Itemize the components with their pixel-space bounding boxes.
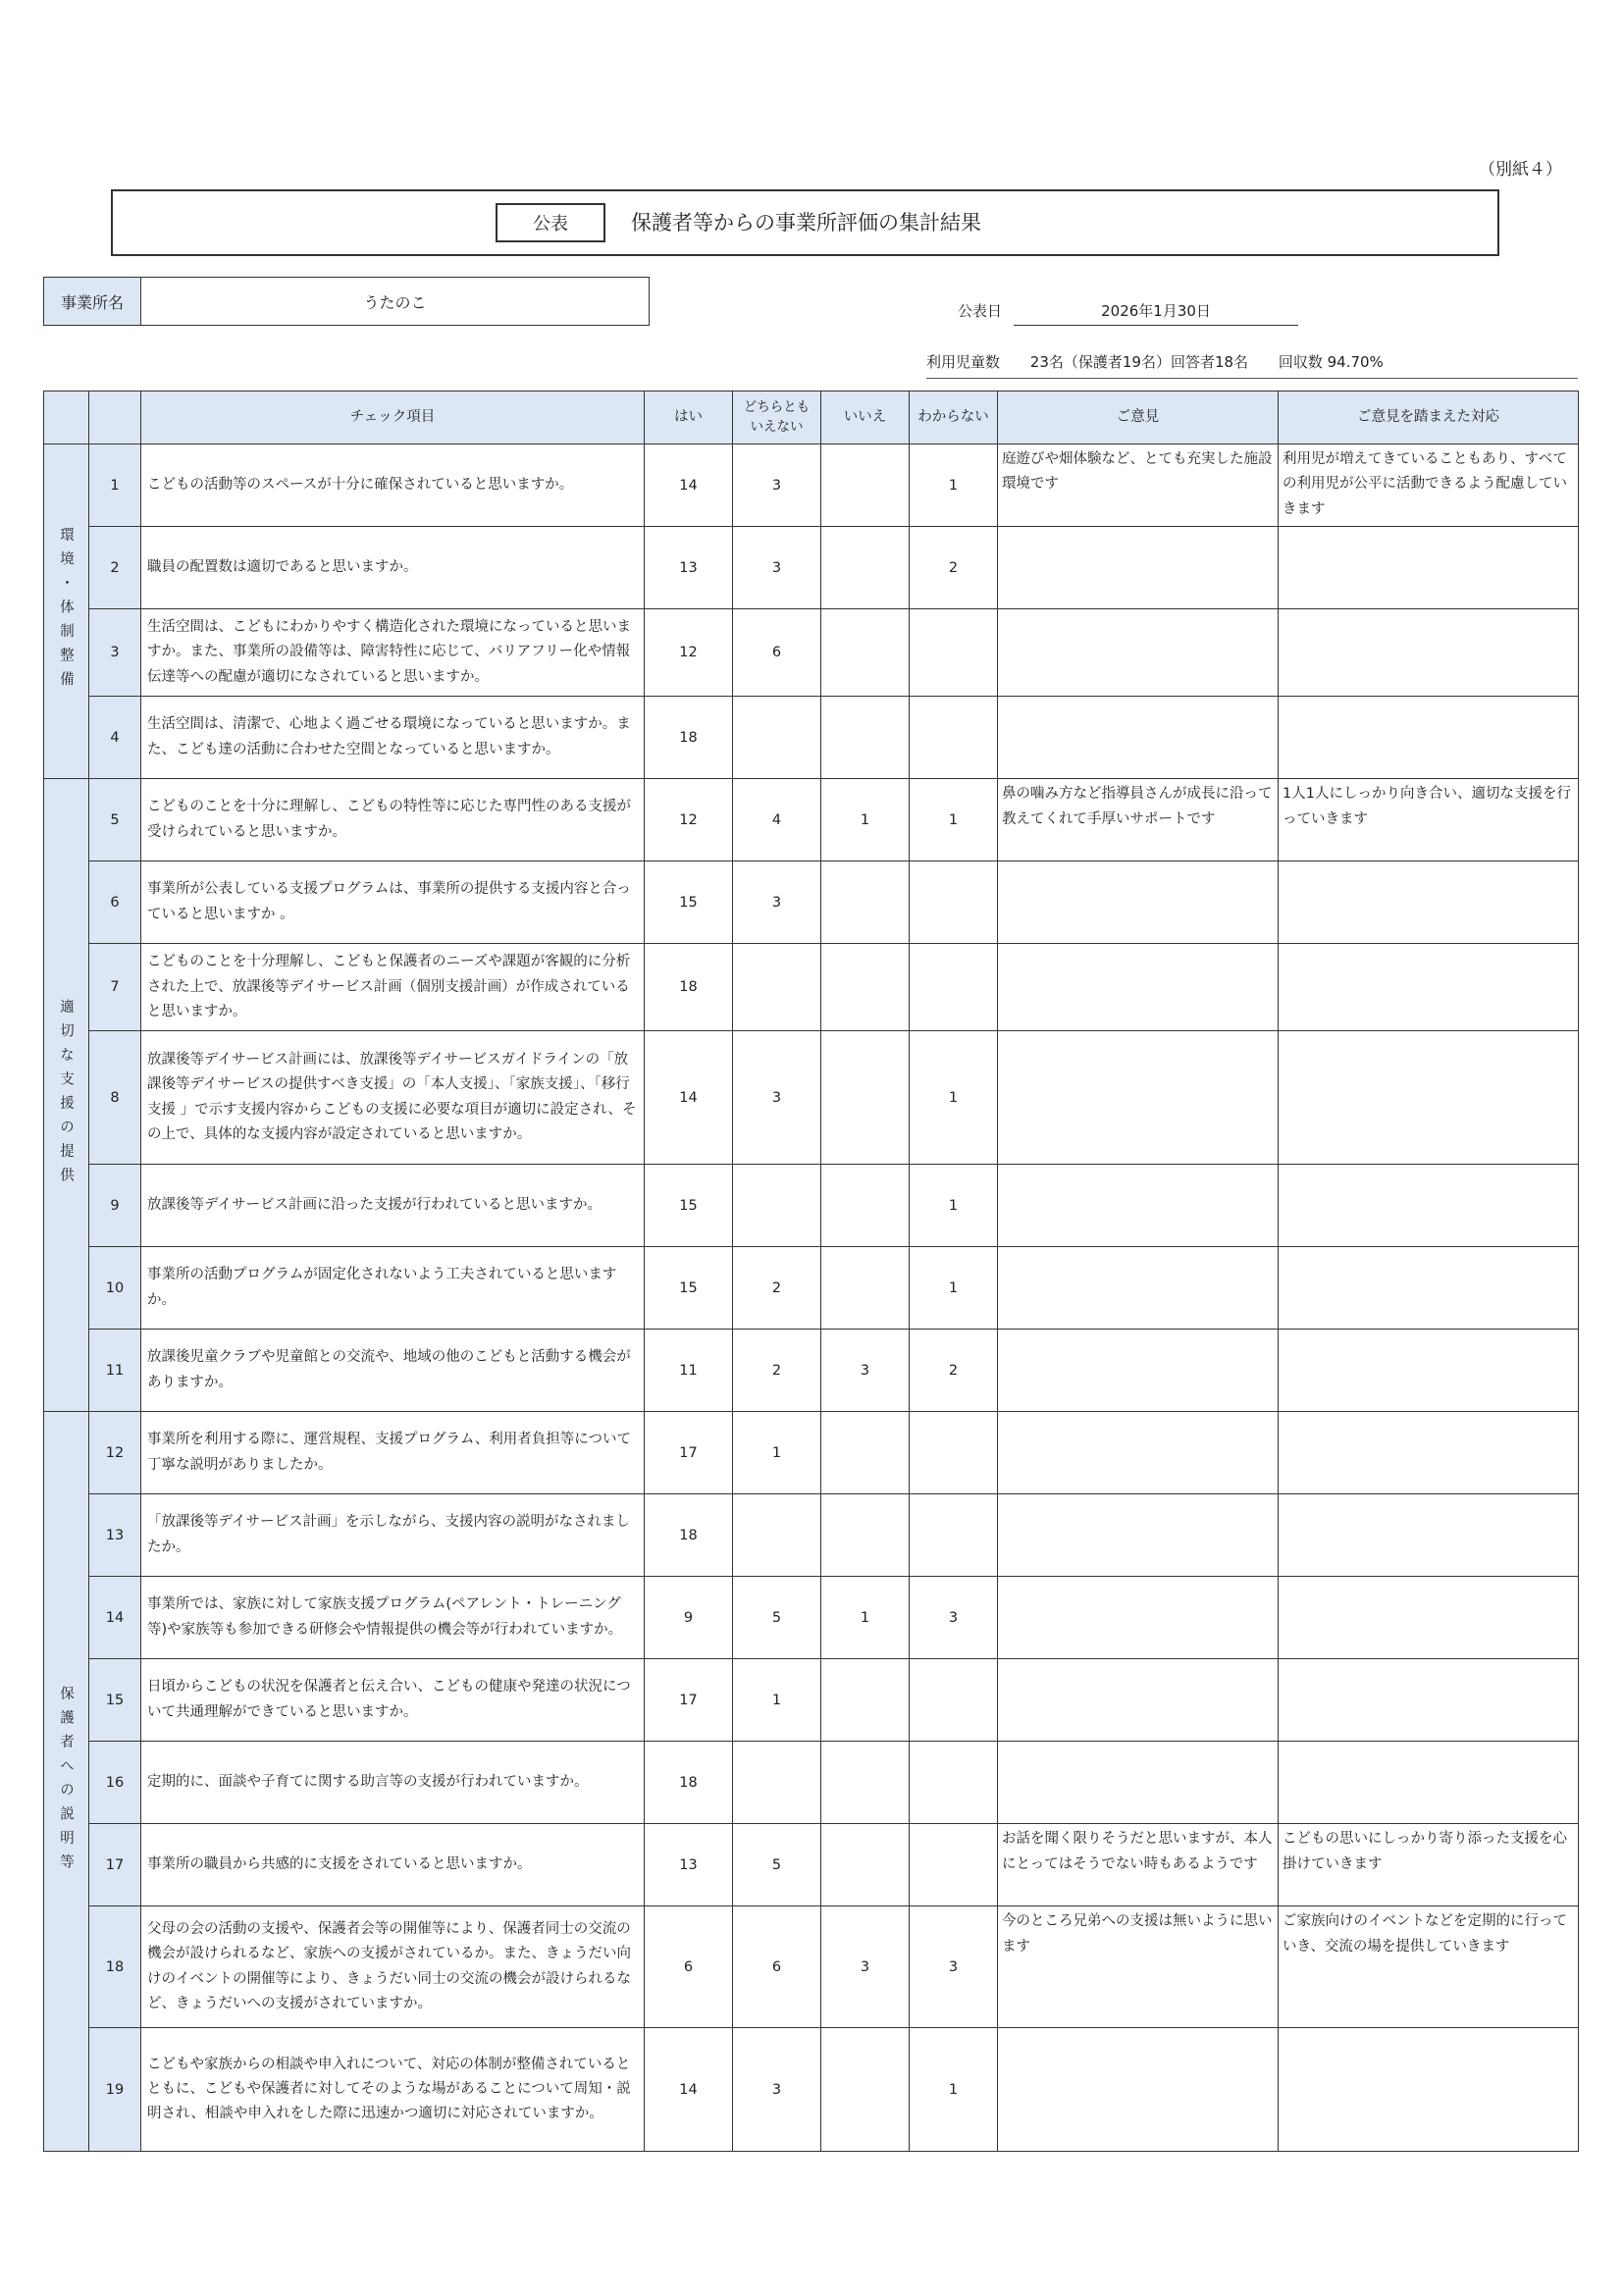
table-row [44, 1330, 1579, 1412]
answer-neither: 5 [733, 1577, 821, 1659]
response-cell: 1人1人にしっかり向き合い、適切な支援を行っていきます [1279, 779, 1579, 861]
answer-yes: 12 [645, 779, 733, 861]
answer-unknown [910, 1742, 998, 1824]
row-number: 17 [89, 1824, 141, 1906]
answer-neither: 1 [733, 1659, 821, 1742]
answer-yes: 14 [645, 1031, 733, 1165]
opinion-cell [998, 527, 1279, 609]
response-cell [1279, 609, 1579, 697]
opinion-cell [998, 1412, 1279, 1494]
response-cell [1279, 1577, 1579, 1659]
answer-neither [733, 1742, 821, 1824]
category-label: 保護者への説明等 [44, 1412, 89, 2152]
response-cell [1279, 697, 1579, 779]
answer-unknown: 2 [910, 1330, 998, 1412]
opinion-cell [998, 609, 1279, 697]
category-label: 適切な支援の提供 [44, 779, 89, 1412]
answer-yes: 15 [645, 1165, 733, 1247]
answer-yes: 12 [645, 609, 733, 697]
children-count-value: 23名（保護者19名）回答者18名 [1029, 353, 1249, 371]
response-cell [1279, 1412, 1579, 1494]
table-row [44, 1906, 1579, 2028]
header-unknown: わからない [910, 391, 998, 444]
response-cell [1279, 1165, 1579, 1247]
row-number: 11 [89, 1330, 141, 1412]
answer-unknown [910, 944, 998, 1031]
answer-neither: 2 [733, 1330, 821, 1412]
answer-yes: 18 [645, 1742, 733, 1824]
table-row [44, 1031, 1579, 1165]
table-row [44, 1742, 1579, 1824]
answer-no [821, 1031, 910, 1165]
opinion-cell [998, 1247, 1279, 1330]
table-row [44, 2028, 1579, 2152]
check-item: こどものことを十分に理解し、こどもの特性等に応じた専門性のある支援が受けられていると思いますか。 [141, 779, 645, 861]
check-item: 放課後等デイサービス計画に沿った支援が行われていると思いますか。 [141, 1165, 645, 1247]
row-number: 19 [89, 2028, 141, 2152]
table-row [44, 527, 1579, 609]
opinion-cell [998, 1330, 1279, 1412]
header-no: いいえ [821, 391, 910, 444]
opinion-cell [998, 1165, 1279, 1247]
check-item: こどもや家族からの相談や申入れについて、対応の体制が整備されているとともに、こどもや保護者に対してそのような場があることについて周知・説明され、相談や申入れをした際に迅速かつ適切に対応されていますか。 [141, 2028, 645, 2152]
answer-unknown [910, 1659, 998, 1742]
response-cell [1279, 861, 1579, 944]
table-row [44, 444, 1579, 527]
answer-yes: 15 [645, 861, 733, 944]
answer-neither: 5 [733, 1824, 821, 1906]
check-item: 日頃からこどもの状況を保護者と伝え合い、こどもの健康や発達の状況について共通理解ができていると思いますか。 [141, 1659, 645, 1742]
answer-no: 1 [821, 779, 910, 861]
row-number: 12 [89, 1412, 141, 1494]
answer-yes: 18 [645, 697, 733, 779]
answer-no [821, 1247, 910, 1330]
row-number: 15 [89, 1659, 141, 1742]
page-title: 保護者等からの事業所評価の集計結果 [631, 211, 981, 235]
row-number: 2 [89, 527, 141, 609]
answer-no: 3 [821, 1330, 910, 1412]
check-item: 父母の会の活動の支援や、保護者会等の開催等により、保護者同士の交流の機会が設けられるなど、家族への支援がされているか。また、きょうだい向けのイベントの開催等により、きょうだい同士の交流の機会が設けられるなど、きょうだいへの支援がされていますか。 [141, 1906, 645, 2028]
table-row [44, 944, 1579, 1031]
table-row [44, 697, 1579, 779]
row-number: 13 [89, 1494, 141, 1577]
answer-unknown: 1 [910, 1247, 998, 1330]
check-item: こどもの活動等のスペースが十分に確保されていると思いますか。 [141, 444, 645, 527]
opinion-cell: 庭遊びや畑体験など、とても充実した施設環境です [998, 444, 1279, 527]
publication-badge: 公表 [496, 203, 605, 242]
response-cell [1279, 1031, 1579, 1165]
answer-unknown [910, 609, 998, 697]
response-cell [1279, 527, 1579, 609]
opinion-cell: 鼻の噛み方など指導員さんが成長に沿って教えてくれて手厚いサポートです [998, 779, 1279, 861]
publication-date-label: 公表日 [958, 302, 1003, 320]
answer-no [821, 1742, 910, 1824]
table-row [44, 1494, 1579, 1577]
answer-no [821, 1165, 910, 1247]
opinion-cell: お話を聞く限りそうだと思いますが、本人にとってはそうでない時もあるようです [998, 1824, 1279, 1906]
header-neither: どちらとも いえない [733, 391, 821, 444]
row-number: 14 [89, 1577, 141, 1659]
table-row [44, 1412, 1579, 1494]
table-row [44, 1659, 1579, 1742]
answer-neither: 3 [733, 1031, 821, 1165]
office-name-value: うたのこ [363, 292, 427, 312]
office-name-box [43, 277, 650, 326]
check-item: 定期的に、面談や子育てに関する助言等の支援が行われていますか。 [141, 1742, 645, 1824]
answer-unknown [910, 1412, 998, 1494]
header-item: チェック項目 [141, 391, 645, 444]
row-number: 1 [89, 444, 141, 527]
check-item: 事業所が公表している支援プログラムは、事業所の提供する支援内容と合っていると思いますか 。 [141, 861, 645, 944]
answer-unknown: 1 [910, 2028, 998, 2152]
table-row [44, 1165, 1579, 1247]
response-cell: 利用児が増えてきていることもあり、すべての利用児が公平に活動できるよう配慮していきます [1279, 444, 1579, 527]
row-number: 10 [89, 1247, 141, 1330]
title-box [111, 189, 1499, 256]
check-item: 放課後等デイサービス計画には、放課後等デイサービスガイドラインの「放課後等デイサービスの提供すべき支援」の「本人支援」、「家族支援」、「移行支援 」で示す支援内容からこどもの支援に必要な項目が適切に設定され、その上で、具体的な支援内容が設定されていると思いますか。 [141, 1031, 645, 1165]
answer-no [821, 861, 910, 944]
answer-yes: 6 [645, 1906, 733, 2028]
answer-neither: 1 [733, 1412, 821, 1494]
response-cell: ご家族向けのイベントなどを定期的に行っていき、交流の場を提供していきます [1279, 1906, 1579, 2028]
response-cell [1279, 2028, 1579, 2152]
answer-neither [733, 697, 821, 779]
collection-rate: 回収数 94.70% [1278, 353, 1384, 371]
answer-yes: 17 [645, 1412, 733, 1494]
row-number: 6 [89, 861, 141, 944]
row-number: 7 [89, 944, 141, 1031]
table-row [44, 609, 1579, 697]
answer-unknown: 1 [910, 1031, 998, 1165]
response-cell [1279, 1494, 1579, 1577]
answer-no [821, 2028, 910, 2152]
row-number: 18 [89, 1906, 141, 2028]
answer-no [821, 697, 910, 779]
answer-unknown: 3 [910, 1906, 998, 2028]
opinion-cell [998, 1742, 1279, 1824]
answer-unknown [910, 697, 998, 779]
opinion-cell [998, 2028, 1279, 2152]
answer-yes: 13 [645, 1824, 733, 1906]
answer-no [821, 1412, 910, 1494]
row-number: 16 [89, 1742, 141, 1824]
check-item: 放課後児童クラブや児童館との交流や、地域の他のこどもと活動する機会がありますか。 [141, 1330, 645, 1412]
answer-neither [733, 1165, 821, 1247]
office-name-label: 事業所名 [44, 278, 141, 325]
children-count-label: 利用児童数 [926, 353, 1001, 371]
publication-date-value: 2026年1月30日 [1014, 300, 1298, 326]
answer-unknown: 2 [910, 527, 998, 609]
answer-no [821, 944, 910, 1031]
opinion-cell [998, 861, 1279, 944]
answer-neither: 3 [733, 444, 821, 527]
answer-neither: 4 [733, 779, 821, 861]
response-cell [1279, 1247, 1579, 1330]
opinion-cell: 今のところ兄弟への支援は無いように思います [998, 1906, 1279, 2028]
header-opinion: ご意見 [998, 391, 1279, 444]
check-item: 生活空間は、清潔で、心地よく過ごせる環境になっていると思いますか。また、こども達の活動に合わせた空間となっていると思いますか。 [141, 697, 645, 779]
answer-neither: 3 [733, 2028, 821, 2152]
table-header-row [44, 391, 1579, 444]
answer-yes: 14 [645, 444, 733, 527]
check-item: 事業所の職員から共感的に支援をされていると思いますか。 [141, 1824, 645, 1906]
answer-unknown [910, 861, 998, 944]
answer-neither: 6 [733, 609, 821, 697]
header-yes: はい [645, 391, 733, 444]
table-row [44, 861, 1579, 944]
answer-yes: 11 [645, 1330, 733, 1412]
answer-yes: 9 [645, 1577, 733, 1659]
table-row [44, 1577, 1579, 1659]
table-row [44, 779, 1579, 861]
answer-unknown [910, 1494, 998, 1577]
answer-no: 1 [821, 1577, 910, 1659]
check-item: 事業所の活動プログラムが固定化されないよう工夫されていると思いますか。 [141, 1247, 645, 1330]
check-item: 「放課後等デイサービス計画」を示しながら、支援内容の説明がなされましたか。 [141, 1494, 645, 1577]
attachment-label: （別紙４） [1479, 160, 1562, 180]
answer-unknown: 1 [910, 1165, 998, 1247]
answer-unknown [910, 1824, 998, 1906]
answer-neither [733, 1494, 821, 1577]
check-item: 生活空間は、こどもにわかりやすく構造化された環境になっていると思いますか。また、事業所の設備等は、障害特性に応じて、バリアフリー化や情報伝達等への配慮が適切になされていると思いますか。 [141, 609, 645, 697]
answer-yes: 17 [645, 1659, 733, 1742]
answer-yes: 13 [645, 527, 733, 609]
answer-no [821, 1824, 910, 1906]
row-number: 5 [89, 779, 141, 861]
row-number: 3 [89, 609, 141, 697]
opinion-cell [998, 1494, 1279, 1577]
row-number: 8 [89, 1031, 141, 1165]
answer-neither: 2 [733, 1247, 821, 1330]
response-cell [1279, 1659, 1579, 1742]
answer-no [821, 444, 910, 527]
header-category [44, 391, 89, 444]
answer-yes: 14 [645, 2028, 733, 2152]
table-row [44, 1824, 1579, 1906]
evaluation-table [43, 391, 1579, 2152]
answer-no [821, 1494, 910, 1577]
answer-unknown: 1 [910, 444, 998, 527]
opinion-cell [998, 1659, 1279, 1742]
answer-neither [733, 944, 821, 1031]
response-cell [1279, 944, 1579, 1031]
table-row [44, 1247, 1579, 1330]
answer-unknown: 1 [910, 779, 998, 861]
response-cell [1279, 1330, 1579, 1412]
response-cell: こどもの思いにしっかり寄り添った支援を心掛けていきます [1279, 1824, 1579, 1906]
row-number: 9 [89, 1165, 141, 1247]
response-cell [1279, 1742, 1579, 1824]
header-number [89, 391, 141, 444]
answer-neither: 3 [733, 527, 821, 609]
check-item: 事業所では、家族に対して家族支援プログラム(ペアレント・トレーニング等)や家族等も参加できる研修会や情報提供の機会等が行われていますか。 [141, 1577, 645, 1659]
opinion-cell [998, 697, 1279, 779]
check-item: 事業所を利用する際に、運営規程、支援プログラム、利用者負担等について丁寧な説明がありましたか。 [141, 1412, 645, 1494]
answer-no [821, 527, 910, 609]
answer-no [821, 1659, 910, 1742]
publication-date [958, 300, 1298, 326]
opinion-cell [998, 1577, 1279, 1659]
category-label: 環境・体制整備 [44, 444, 89, 779]
answer-neither: 6 [733, 1906, 821, 2028]
answer-neither: 3 [733, 861, 821, 944]
respondent-stats [926, 351, 1578, 379]
answer-no [821, 609, 910, 697]
opinion-cell [998, 944, 1279, 1031]
answer-yes: 15 [645, 1247, 733, 1330]
check-item: 職員の配置数は適切であると思いますか。 [141, 527, 645, 609]
opinion-cell [998, 1031, 1279, 1165]
check-item: こどものことを十分理解し、こどもと保護者のニーズや課題が客観的に分析された上で、放課後等デイサービス計画（個別支援計画）が作成されていると思いますか。 [141, 944, 645, 1031]
answer-unknown: 3 [910, 1577, 998, 1659]
answer-yes: 18 [645, 944, 733, 1031]
row-number: 4 [89, 697, 141, 779]
answer-no: 3 [821, 1906, 910, 2028]
header-response: ご意見を踏まえた対応 [1279, 391, 1579, 444]
answer-yes: 18 [645, 1494, 733, 1577]
